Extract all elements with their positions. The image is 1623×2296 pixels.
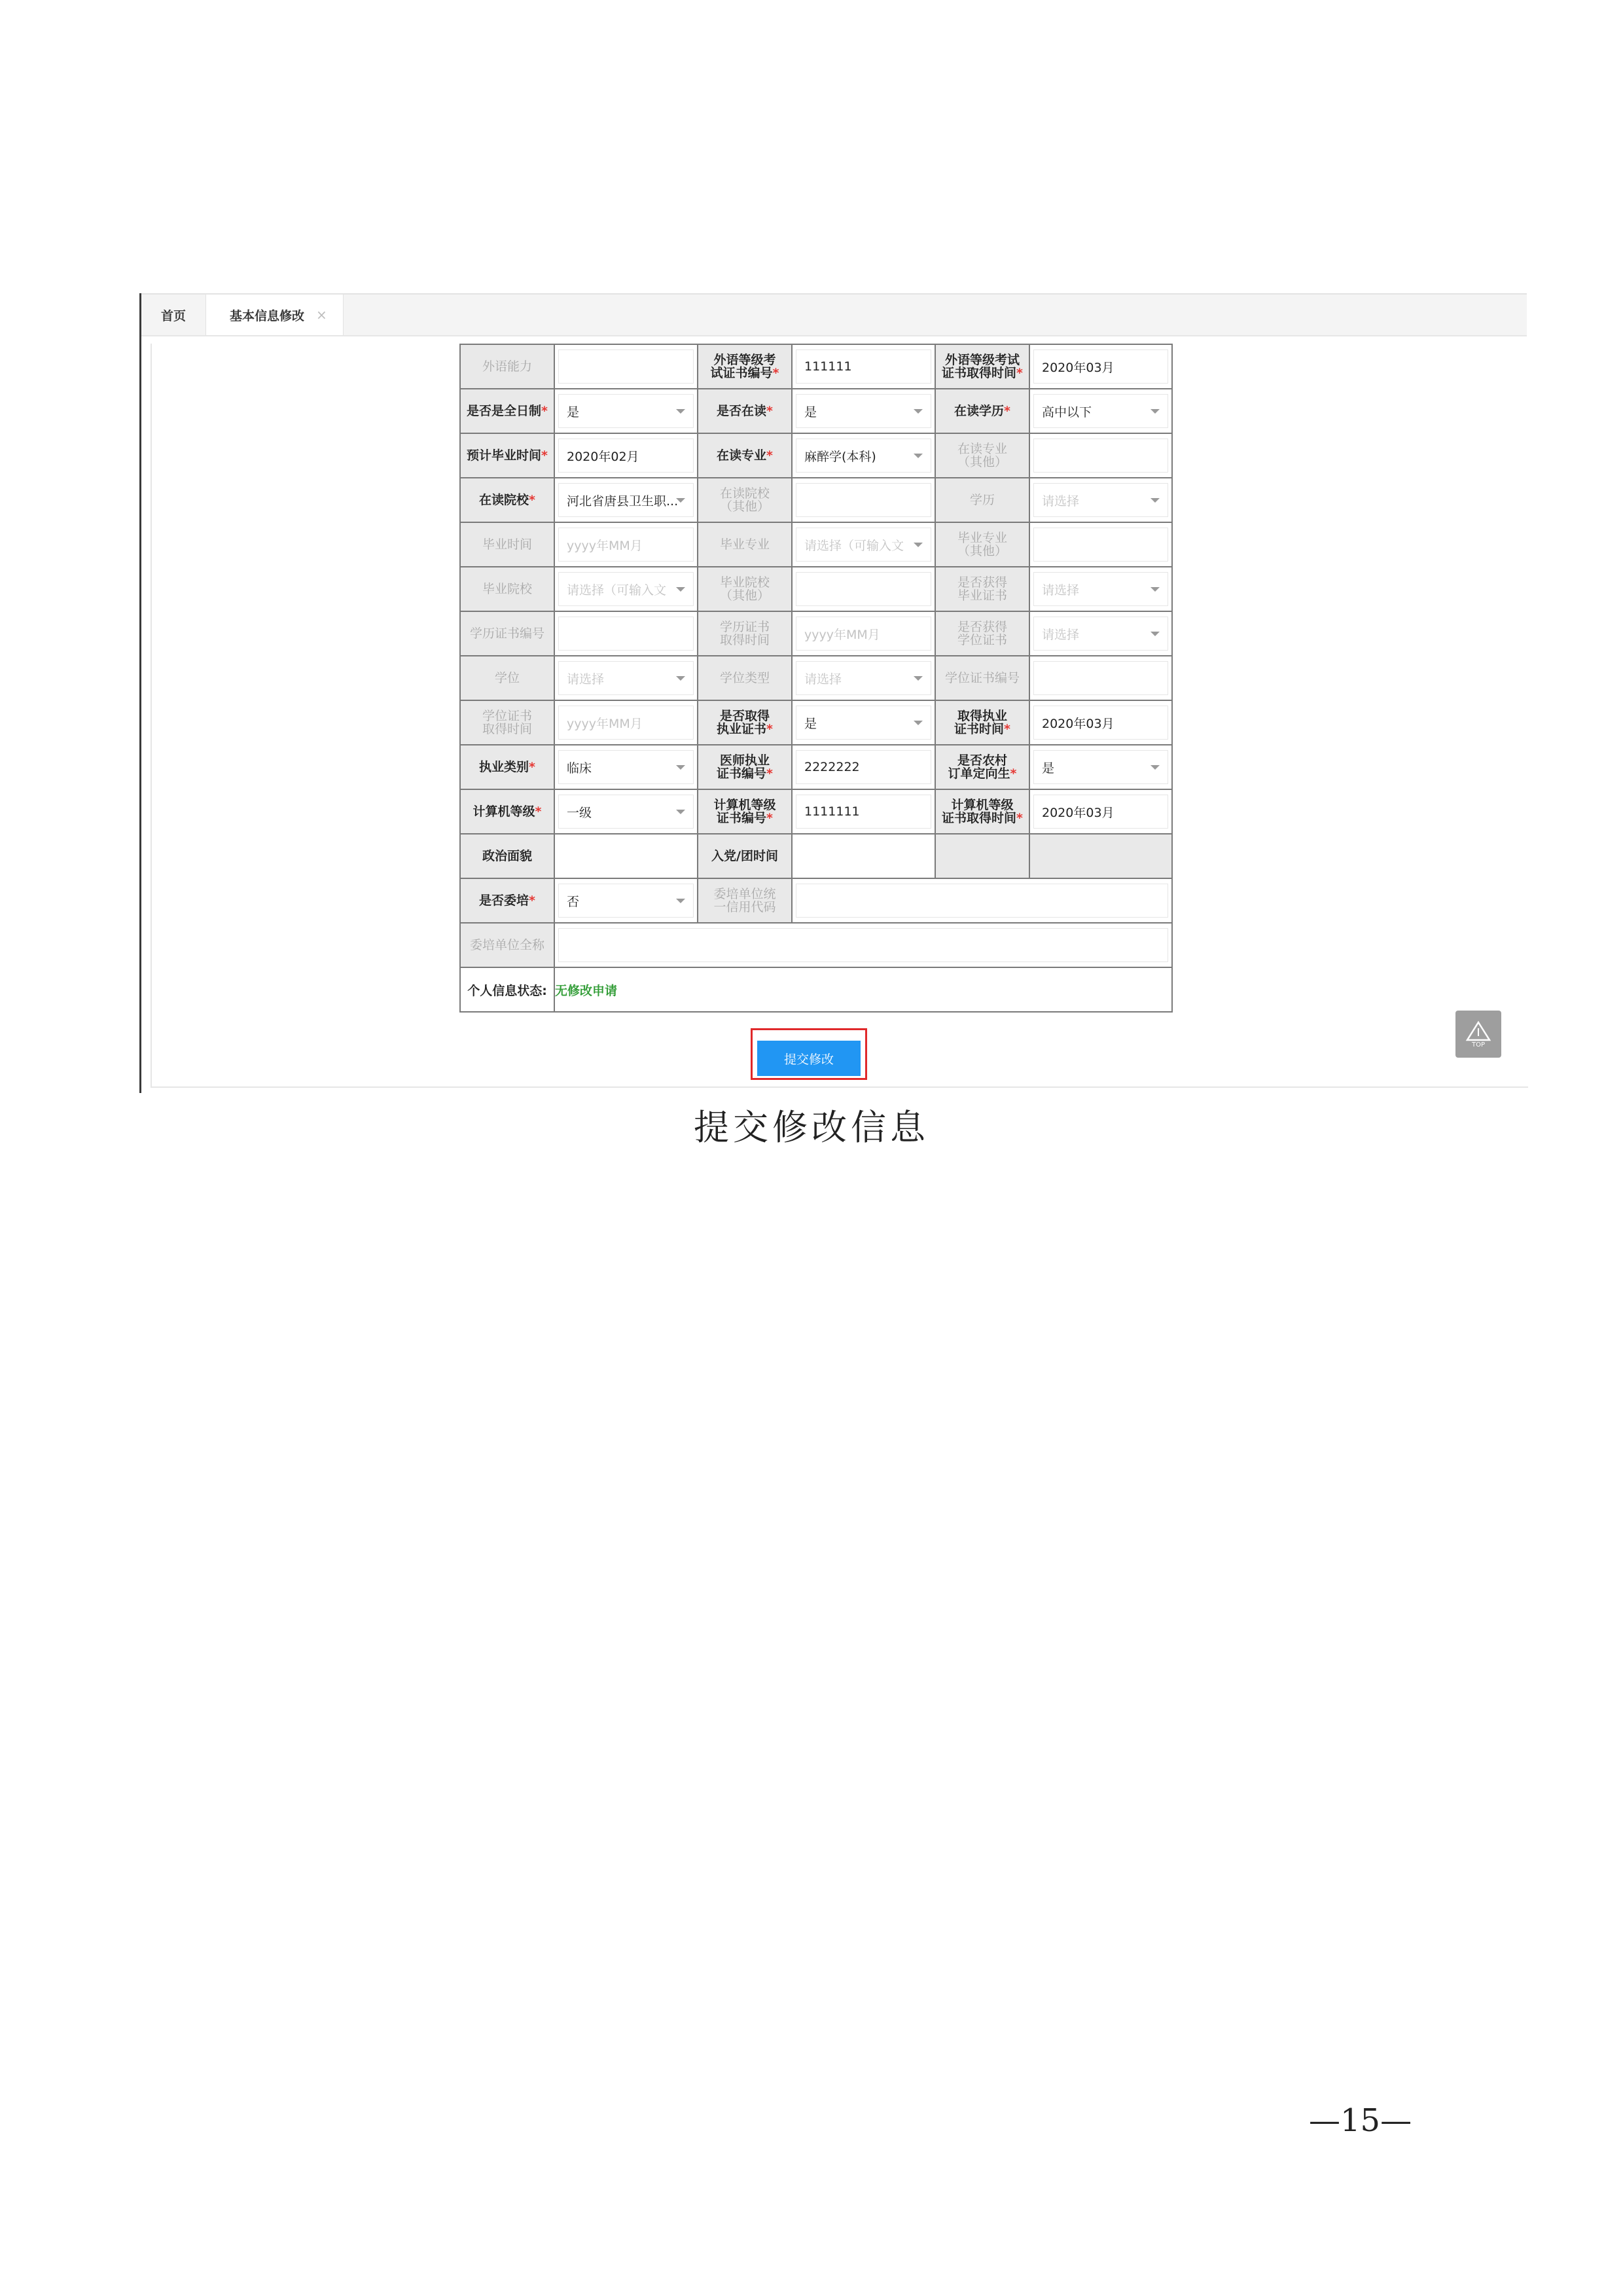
field-label-text: 毕业专业 [957,531,1007,545]
field-cell [792,789,935,834]
select-field[interactable] [558,572,694,606]
input-field[interactable] [1033,528,1168,562]
select-field[interactable] [1033,750,1168,784]
field-label [935,745,1029,789]
field-label [698,878,792,923]
field-label [935,433,1029,478]
field-label-text: 学历证书编号 [469,626,544,641]
field-label-text: 学位证书 [482,709,532,723]
field-cell [1029,567,1172,611]
form-row-commission [460,878,1172,923]
field-value: 是 [804,404,817,420]
field-label-text: 取得时间 [719,633,770,647]
field-cell [554,478,698,522]
field-label [460,923,554,967]
tab-basic-info-edit[interactable] [206,295,344,335]
select-field[interactable] [558,750,694,784]
field-label [460,656,554,700]
chevron-down-icon [914,454,923,458]
field-label [698,745,792,789]
form-row [460,834,1172,878]
field-cell [554,745,698,789]
field-label [935,611,1029,656]
input-field[interactable] [796,572,931,606]
input-field[interactable] [558,617,694,651]
field-label-text: 是否取得 [719,709,770,723]
field-label-text: 在读院校 [719,486,770,501]
select-field[interactable] [558,795,694,829]
form-row-status [460,967,1172,1012]
field-value: 高中以下 [1042,404,1092,420]
required-marker: * [766,722,773,736]
field-cell [792,834,935,878]
field-label-text: 学位证书 [957,633,1007,647]
field-value: 麻醉学(本科) [804,449,876,464]
chevron-down-icon [1150,632,1160,636]
field-label [698,611,792,656]
field-cell [792,522,935,567]
input-field[interactable] [1033,439,1168,473]
chevron-down-icon [914,543,923,547]
field-label [460,611,554,656]
field-label [460,522,554,567]
field-label [935,834,1029,878]
field-value: yyyy年MM月 [804,627,880,642]
field-value: 请选择 [1042,627,1080,642]
select-field[interactable] [558,483,694,517]
required-marker: * [766,404,773,418]
field-value: 否 [567,894,580,909]
select-field[interactable] [1033,617,1168,651]
select-field[interactable] [1033,394,1168,428]
tab-home[interactable] [141,295,206,335]
required-marker: * [1004,722,1010,736]
field-label-text: 试证书编号 [710,366,773,380]
form-row [460,344,1172,389]
field-cell [554,389,698,433]
tab-bar [141,295,1527,336]
field-cell [554,656,698,700]
field-value: yyyy年MM月 [567,538,643,553]
field-label [698,700,792,745]
field-cell [792,344,935,389]
field-label-text: 证书时间 [954,722,1005,736]
field-cell [1029,656,1172,700]
field-label [460,789,554,834]
chevron-down-icon [914,409,923,414]
required-marker: * [1010,766,1017,781]
input-field[interactable] [558,528,694,562]
field-label [460,389,554,433]
required-marker: * [1016,366,1023,380]
field-value: 2222222 [804,760,860,774]
field-value: 111111 [804,359,852,374]
form-row [460,433,1172,478]
field-label [460,344,554,389]
chevron-down-icon [676,587,685,592]
field-label [698,478,792,522]
top-arrow-icon [1465,1020,1491,1043]
field-label [935,567,1029,611]
required-marker: * [766,811,773,825]
form-row [460,522,1172,567]
required-marker: * [541,404,548,418]
field-label [698,389,792,433]
field-label [698,834,792,878]
field-cell [554,433,698,478]
required-marker: * [1016,811,1023,825]
field-label-text: 预计毕业时间 [467,448,542,463]
chevron-down-icon [1150,498,1160,503]
field-label-text: 取得时间 [482,722,532,736]
form-row [460,478,1172,522]
field-value: 是 [804,716,817,731]
chevron-down-icon [1150,587,1160,592]
field-cell [554,522,698,567]
field-cell [554,834,698,878]
field-label-text: 政治面貌 [482,849,532,863]
input-field[interactable] [796,350,931,384]
field-cell [792,656,935,700]
field-label-text: 计算机等级 [473,804,535,819]
required-marker: * [529,493,535,507]
select-field[interactable] [796,439,931,473]
status-label: 个人信息状态: [460,967,554,1012]
field-label [698,433,792,478]
field-value: 1111111 [804,804,860,819]
field-value: 请选择（可输入文 [567,583,667,598]
field-cell [554,344,698,389]
commission-name-cell [554,923,1172,967]
basic-info-form [459,344,1173,1013]
input-field[interactable] [558,350,694,384]
field-cell [1029,789,1172,834]
chevron-down-icon [676,409,685,414]
field-value: 2020年02月 [567,449,639,464]
input-field[interactable] [1033,706,1168,740]
field-label-text: 是否在读 [717,404,767,418]
field-label-text: 学历 [969,493,995,507]
required-marker: * [766,766,773,781]
form-row [460,567,1172,611]
field-label-text: 毕业证书 [957,588,1007,603]
close-icon[interactable]: × [316,307,327,323]
chevron-down-icon [676,676,685,681]
field-cell [792,389,935,433]
figure-caption: 提交修改信息 [694,1107,929,1148]
field-value: 请选择 [567,672,605,687]
required-marker: * [766,448,773,463]
field-value: 2020年03月 [1042,360,1115,375]
field-cell [1029,478,1172,522]
form-row [460,745,1172,789]
field-cell [792,611,935,656]
field-label-text: 学位 [494,671,520,685]
field-label-text: 是否农村 [957,753,1007,768]
required-marker: * [535,804,542,819]
input-field[interactable] [796,617,931,651]
field-label-text: 毕业专业 [719,537,770,552]
field-label-text: 毕业院校 [482,582,532,596]
input-field[interactable] [796,795,931,829]
chevron-down-icon [914,676,923,681]
field-label-text: 在读学历 [954,404,1005,418]
field-cell [1029,611,1172,656]
field-label-text: 证书取得时间 [942,811,1017,825]
field-label [935,344,1029,389]
field-value: 是 [567,404,580,420]
field-label-text: （其他） [957,455,1007,469]
select-field[interactable] [796,394,931,428]
field-label-text: 外语能力 [482,359,532,374]
field-label-text: 医师执业 [719,753,770,768]
required-marker: * [529,893,535,908]
field-value: yyyy年MM月 [567,716,643,731]
input-field[interactable] [1033,795,1168,829]
field-label-text: 证书取得时间 [942,366,1017,380]
input-field[interactable] [1033,661,1168,695]
select-field[interactable] [796,706,931,740]
field-label [460,878,554,923]
chevron-down-icon [676,765,685,770]
chevron-down-icon [676,810,685,814]
field-label [935,700,1029,745]
tab-basic-info-edit-label: 基本信息修改 [230,308,305,323]
select-field[interactable] [1033,572,1168,606]
field-label-text: 毕业时间 [482,537,532,552]
field-value: 请选择 [1042,583,1080,598]
chevron-down-icon [1150,765,1160,770]
field-label [460,700,554,745]
field-cell [554,789,698,834]
field-label-text: （其他） [719,588,770,603]
field-label-text: 是否获得 [957,620,1007,634]
field-label-text: （其他） [957,544,1007,558]
commission-name-input[interactable] [558,928,1168,962]
top-label: TOP [1471,1041,1485,1049]
field-cell [1029,389,1172,433]
field-label [698,656,792,700]
field-label-text: 入党/团时间 [711,849,778,863]
field-label-text: 计算机等级 [713,798,776,812]
field-label-text: 学历证书 [719,620,770,634]
input-field[interactable] [558,706,694,740]
field-label-text: 一信用代码 [713,900,776,914]
tab-home-label: 首页 [161,308,187,323]
required-marker: * [1004,404,1010,418]
field-cell [792,745,935,789]
field-label-text: 毕业院校 [719,575,770,590]
field-cell [792,700,935,745]
field-label [935,789,1029,834]
field-label-text: 证书编号 [717,766,767,781]
input-field[interactable] [796,483,931,517]
select-field[interactable] [796,661,931,695]
field-label-text: 在读专业 [957,442,1007,456]
input-field[interactable] [796,750,931,784]
field-value: 2020年03月 [1042,805,1115,820]
field-cell [792,478,935,522]
field-label-text: 执业类别 [479,760,529,774]
field-cell [1029,522,1172,567]
chevron-down-icon [1150,409,1160,414]
form-row [460,611,1172,656]
field-value: 临床 [567,761,592,776]
screenshot-left-border [139,293,141,1093]
field-cell [554,700,698,745]
input-field[interactable] [1033,350,1168,384]
input-field[interactable] [558,439,694,473]
field-label [460,567,554,611]
field-value: 2020年03月 [1042,716,1115,731]
select-field[interactable] [796,528,931,562]
field-label-text: 执业证书 [717,722,767,736]
field-cell [554,567,698,611]
field-value: 是 [1042,761,1055,776]
field-label-text: 在读院校 [479,493,529,507]
field-value: 河北省唐县卫生职... [567,493,679,509]
field-value: 请选择 [1042,493,1080,509]
form-row [460,700,1172,745]
field-label [698,522,792,567]
form-row-commission-name [460,923,1172,967]
field-label-text: 计算机等级 [951,798,1014,812]
field-label-text: 学位类型 [719,671,770,685]
required-marker: * [529,760,535,774]
field-label-text: 取得执业 [957,709,1007,723]
field-label-text: 委培单位全称 [469,938,544,952]
form-row [460,789,1172,834]
field-label [935,478,1029,522]
field-value: 一级 [567,805,592,820]
field-label-text: （其他） [719,499,770,514]
chevron-down-icon [676,899,685,903]
field-label [698,789,792,834]
submit-button[interactable]: 提交修改 [757,1041,861,1076]
required-marker: * [541,448,548,463]
field-label-text: 是否是全日制 [467,404,542,418]
field-label [935,522,1029,567]
field-value: 请选择（可输入文 [804,538,904,553]
status-value: 无修改申请 [554,967,1172,1012]
select-field[interactable] [558,661,694,695]
field-cell [1029,344,1172,389]
chevron-down-icon [676,498,685,503]
field-label-text: 是否获得 [957,575,1007,590]
select-field[interactable] [558,884,694,918]
commission-credit-code-cell [792,878,1172,923]
field-label [460,834,554,878]
field-cell [792,567,935,611]
field-value: 请选择 [804,672,842,687]
select-field[interactable] [1033,483,1168,517]
field-label [935,656,1029,700]
field-label-text: 委培单位统 [713,887,776,901]
field-label-text: 订单定向生 [948,766,1010,781]
field-label-text: 学位证书编号 [944,671,1020,685]
field-label [460,433,554,478]
required-marker: * [772,366,779,380]
field-cell [554,878,698,923]
commission-credit-code-input[interactable] [796,884,1168,918]
field-cell [792,433,935,478]
form-row [460,656,1172,700]
field-label [460,478,554,522]
field-label-text: 是否委培 [479,893,529,908]
field-cell [554,611,698,656]
form-row [460,389,1172,433]
field-label-text: 在读专业 [717,448,767,463]
field-label-text: 外语等级考 [713,353,776,367]
field-cell [1029,745,1172,789]
page-number: —15— [1309,2102,1412,2139]
field-label-text: 证书编号 [717,811,767,825]
field-cell [1029,433,1172,478]
field-label-text: 外语等级考试 [944,353,1020,367]
back-to-top-button[interactable] [1455,1011,1501,1058]
field-label [935,389,1029,433]
select-field[interactable] [558,394,694,428]
field-label [460,745,554,789]
chevron-down-icon [914,721,923,725]
field-cell [1029,834,1172,878]
field-label [698,567,792,611]
field-cell [1029,700,1172,745]
field-label [698,344,792,389]
